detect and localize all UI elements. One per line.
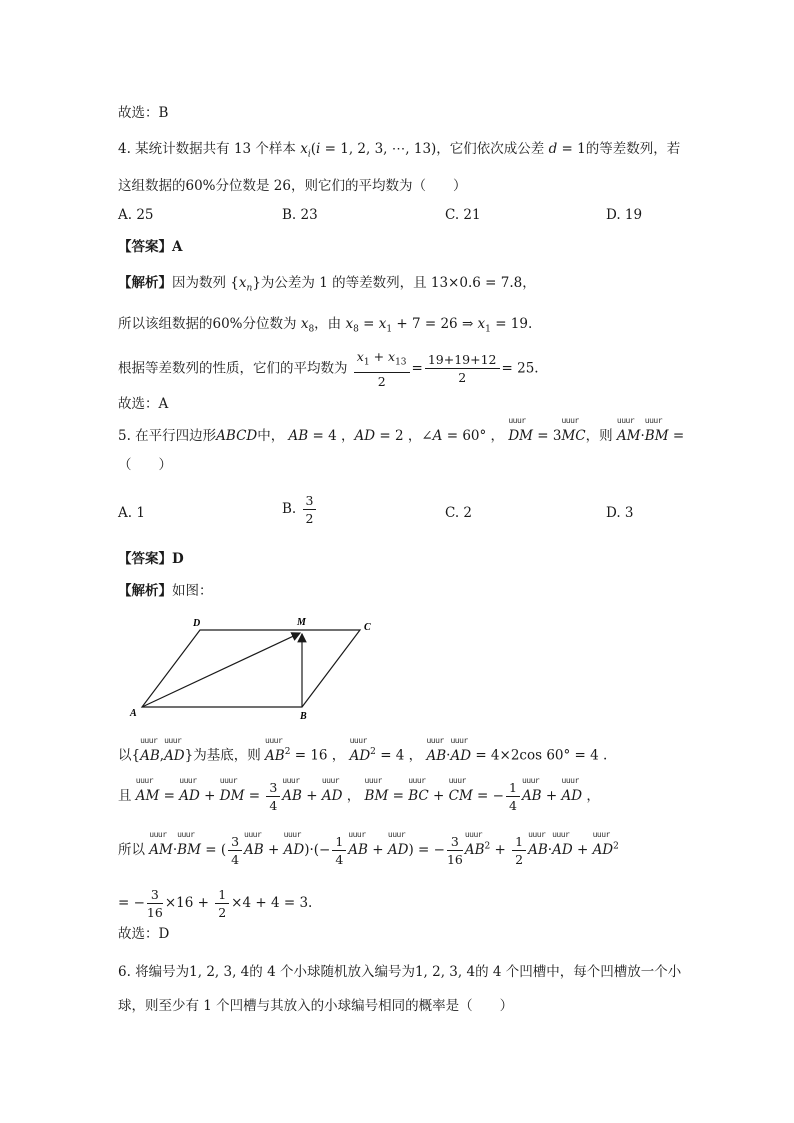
q5-and-line: 且 uuur AM = uuur AD + uuur DM = $\frac{3}{4}$ uuur AB + uuur AD ， uuur BM = uuur BC + uuur CM = − $\frac{1}{4}$ uuur AB + uuur AD ，	[118, 779, 600, 814]
q5-analysis-label: 【解析】如图：	[118, 583, 213, 599]
q4-option-b: B. 23	[282, 207, 318, 223]
q6-stem-line2: 球，则至少有 1 个凹槽与其放入的小球编号相同的概率是（ ）	[118, 998, 514, 1014]
q4-sequence-notation: $\{x_n\}$	[230, 275, 261, 294]
q4-option-a: A. 25	[118, 207, 154, 223]
q5-stem-line1: 5. 在平行四边形ABCD中， AB = 4 ，AD = 2 ，∠A = 60° ， uuur DM = 3uuur MC，则 uuur AM·uuur BM =	[118, 426, 684, 446]
q5-option-d: D. 3	[606, 505, 634, 521]
q4-sample-notation: $x_i(i = 1$, 2, 3, ⋯, 13)	[300, 141, 437, 160]
q6-stem-line1: 6. 将编号为1, 2, 3, 4的 4 个小球随机放入编号为1, 2, 3, 4的 4 个凹槽中，每个凹槽放一个小	[118, 964, 682, 980]
q4-fraction-1: $\frac{x_1 + x_{13}}{2}$	[354, 348, 410, 390]
q3-answer-line: 故选：B	[118, 105, 169, 121]
q4-analysis-line3: 根据等差数列的性质，它们的平均数为 $\frac{x_1 + x_{13}}{2}$ = $\frac{19+19+12}{2}$ = 25.	[118, 349, 539, 389]
q4-d-equals: d = 1	[548, 141, 586, 157]
label-d: D	[193, 618, 201, 629]
q4-stem-line2: 这组数据的60%分位数是 26，则它们的平均数为（ ）	[118, 178, 467, 194]
q5-stem-line2: （ ）	[118, 457, 172, 473]
label-b: B	[300, 711, 307, 722]
q5-option-b: B. $\frac{3}{2}$	[282, 492, 318, 527]
parallelogram-outline	[142, 630, 360, 707]
q5-answer: 【答案】D	[118, 551, 184, 567]
q5-option-a: A. 1	[118, 505, 145, 521]
parallelogram-figure	[120, 612, 380, 724]
q4-stem-line1: 4. 某统计数据共有 13 个样本 $x_i(i = 1$, 2, 3, ⋯, 13)，它们依次成公差 d = 1的等差数列，若	[118, 141, 681, 160]
vector-am	[142, 633, 300, 707]
q4-option-c: C. 21	[445, 207, 481, 223]
q5-result-line: = − $\frac{3}{16}$ ×16 + $\frac{1}{2}$ ×4 + 4 = 3.	[118, 887, 313, 920]
label-a: A	[130, 708, 137, 719]
label-m: M	[297, 617, 306, 628]
q4-analysis-line2: 所以该组数据的60%分位数为 $x_8$，由 $x_8 = x_1 + 7 = 26$ ⇒ $x_1 = 19$.	[118, 316, 533, 335]
q5-so-line: 所以 uuur AM·uuur BM = ( $\frac{3}{4}$ uuur AB + uuur AD)·(− $\frac{1}{4}$ uuur AB + uuur AD) = − $\frac{3}{16}$ uuur $AB^2$ + $\frac{1}{2}$ uuur AB·uuur AD + uuur $AD^2$	[118, 833, 619, 868]
q4-final: 故选：A	[118, 396, 169, 412]
label-c: C	[364, 622, 371, 633]
q5-basis-line: 以{uuur AB,uuur AD}为基底，则 uuur $AB^2 = 16$ ， uuur $AD^2 = 4$ ， uuur AB·uuur AD = 4×2cos 60° = 4 .	[118, 742, 607, 766]
q4-product-formula: 13×0.6 = 7.8	[430, 275, 523, 291]
q4-answer: 【答案】A	[118, 239, 183, 255]
q5-final: 故选：D	[118, 926, 170, 942]
q4-x8-formula: $x_8 = x_1 + 7 = 26$ ⇒ $x_1 = 19$	[345, 316, 528, 335]
q4-analysis-line1: 【解析】因为数列 $\{x_n\}$为公差为 1 的等差数列，且 13×0.6 = 7.8，	[118, 275, 536, 294]
q5-option-c: C. 2	[445, 505, 473, 521]
q4-fraction-2: $\frac{19+19+12}{2}$	[425, 351, 500, 386]
q4-option-d: D. 19	[606, 207, 643, 223]
q4-percent: 60%	[185, 178, 216, 194]
